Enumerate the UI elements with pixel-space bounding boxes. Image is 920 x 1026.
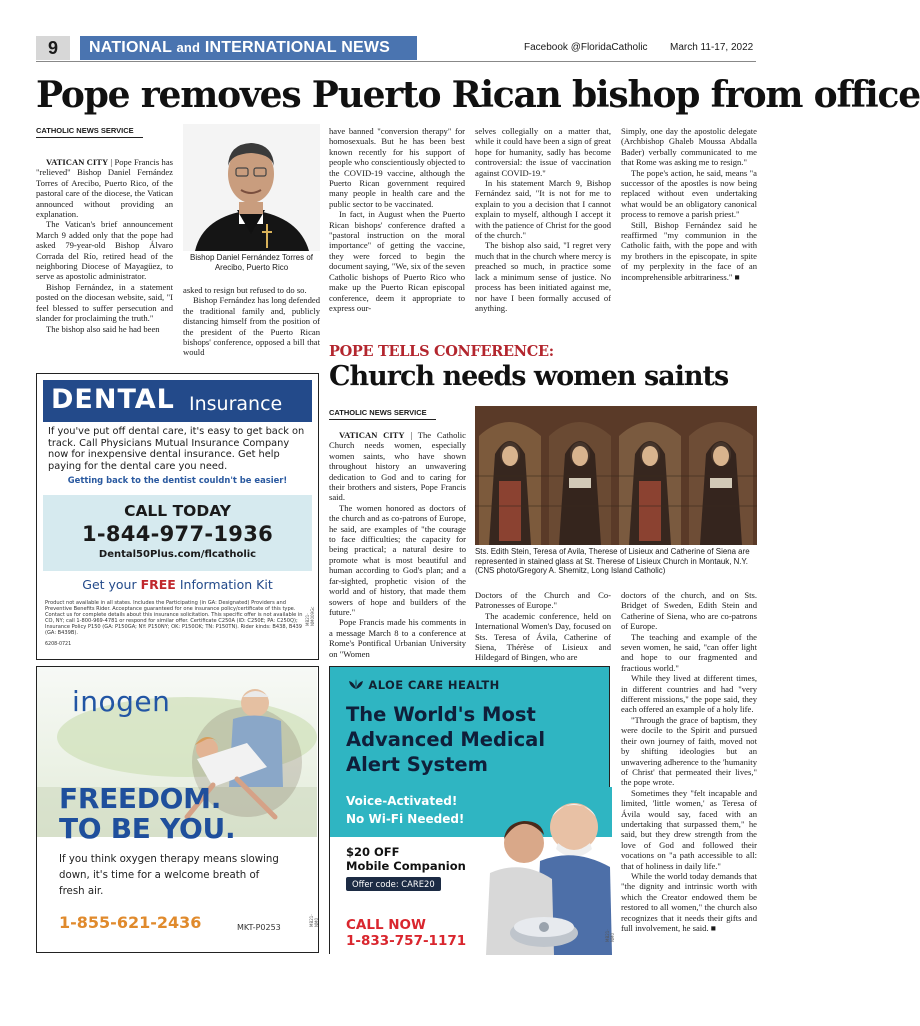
dental-ad-call-label: CALL TODAY — [124, 502, 231, 520]
article2-kicker: POPE TELLS CONFERENCE: — [329, 343, 554, 360]
article2-dateline: VATICAN CITY — [339, 430, 405, 440]
section-main: NATIONAL — [89, 39, 172, 56]
facebook-handle: Facebook @FloridaCatholic — [524, 42, 648, 53]
dental-ad-kit-post: Information Kit — [175, 577, 273, 592]
article2-paragraph: While they lived at different times, in different countries and had "very different missions," the pope said, they each offered an example of a holy life. — [621, 673, 757, 715]
stained-glass-caption: Sts. Edith Stein, Teresa of Avila, Therese of Lisieux and Catherine of Siena are represented in stained glass at St. Therese of Lisieux Church in Montauk, N.Y. (CNS photo/Gregory A. Shemitz, Long Island Catholic) — [475, 547, 750, 576]
article2-paragraph: Sometimes they "felt incapable and limited, 'little women,' as Teresa of Ávila would say, faced with an undertaking that surpassed them," he said, but they drew strength from the love of God and followed their vocations on "a path accessible to all: that of holiness in daily life." — [621, 787, 757, 871]
dental-ad-subtitle: Insurance — [189, 393, 283, 415]
article1-paragraph: Bishop Fernández, in a statement posted on the diocesan website, said, "I feel blessed to suffer persecution and slander for proclaiming the truth." — [36, 281, 173, 324]
article1-paragraph: asked to resign but refused to do so. — [183, 285, 307, 295]
article2-paragraph: doctors of the church, and on Sts. Bridget of Sweden, Edith Stein and Catherine of Siena, who are co-patrons of Europe. — [621, 590, 757, 632]
dental-ad-code: 6208-0721 — [45, 642, 72, 647]
article1-paragraph: The bishop also said he had been — [46, 323, 160, 334]
article1-paragraph: have banned "conversion therapy" for homosexuals. But he has been best known recently for his support of people who conscientiously objected to the COVID-19 vaccine, although the Puerto Rican government required many people in health care and the public sector to be vaccinated. — [329, 126, 465, 209]
article2-byline: CATHOLIC NEWS SERVICE — [329, 408, 436, 420]
header-rule — [36, 61, 756, 62]
article1-column-2 — [183, 285, 320, 358]
inogen-ad-headline-1: FREEDOM. — [59, 782, 222, 815]
bishop-photo-caption: Bishop Daniel Fernández Torres of Arecibo, Puerto Rico — [189, 253, 314, 272]
stained-glass-photo — [475, 406, 757, 545]
article1-dateline: VATICAN CITY — [46, 157, 109, 167]
aloe-ad-brand-text: ALOE CARE HEALTH — [368, 678, 500, 692]
aloe-ad-offer — [346, 845, 466, 873]
article2-paragraph: While the world today demands that "the dignity and intrinsic worth with which the Creator endowed them be restored to all women," the church also recognizes that it needs their gifts and full involvement, he said. ■ — [621, 870, 757, 933]
dental-ad-website[interactable]: Dental50Plus.com/flcatholic — [98, 549, 257, 560]
article1-paragraph: Still, Bishop Fernández said he reaffirmed "my communion in the Catholic faith, with the pope and with my brothers in the episcopate, in spite of my perplexity in the face of an incomprehensible arbitrariness." ■ — [621, 219, 757, 282]
aloe-ad-feature-2: No Wi-Fi Needed! — [346, 812, 465, 826]
article2-paragraph — [329, 430, 466, 503]
article2-column-2 — [475, 590, 611, 663]
dental-ad-intro: If you've put off dental care, it's easy to get back on track. Call Physicians Mutual Insurance Company now for inexpensive dental insurance. Get help paying for the dental care you need. — [48, 426, 305, 472]
article2-paragraph: Doctors of the Church and Co-Patronesses of Europe." — [475, 590, 611, 611]
dental-ad-tagline: Getting back to the dentist couldn't be easier! — [67, 475, 288, 485]
dental-ad-phone[interactable]: 1-844-977-1936 — [81, 522, 274, 546]
aloe-leaf-icon — [348, 679, 364, 690]
aloe-ad-offer-amount: $20 OFF — [346, 845, 400, 859]
inogen-ad-side-code: MB21-NM0 — [309, 914, 319, 927]
section-banner — [80, 36, 417, 60]
aloe-ad-headline: The World's Most Advanced Medical Alert System — [346, 703, 546, 776]
article1-byline: CATHOLIC NEWS SERVICE — [36, 126, 143, 138]
dental-ad-free-kit — [43, 577, 312, 592]
aloe-ad-photo — [482, 787, 612, 955]
inogen-logo: inogen — [72, 685, 171, 718]
article2-headline: Church needs women saints — [329, 361, 729, 392]
aloe-ad-features — [346, 792, 464, 828]
page-number: 9 — [36, 36, 70, 60]
dental-insurance-ad[interactable] — [36, 373, 319, 660]
dental-ad-fine-print: Product not available in all states. Includes the Participating (in GA: Designated) Providers and Preventive Benefits Rider. Acceptance guaranteed for one insurance policy/certificate of this type. Contact us for complete details about this insurance solicitation. This specific offer is not available in CO, NY; call 1-800-969-4781 or respond for similar offer. Certificate C250A (ID: C250E; PA: C250Q); Insurance Policy P150 (GA: P150GA; NY: P150NY; OK: P150OK; TN: P150TN). Rider kinds: B438, B439 (GA: B439B). — [45, 600, 303, 637]
article1-headline: Pope removes Puerto Rican bishop from office — [36, 74, 920, 116]
article1-paragraph: The Vatican's brief announcement March 9 added only that the pope had asked 79-year-old Bishop Álvaro Corrada del Río, retired head of the neighboring Diocese of Mayagüez, to serve as apostolic administrator. — [36, 219, 173, 282]
article1-column-3 — [329, 126, 465, 313]
article1-paragraph: Bishop Fernández has long defended the traditional family and, publicly distancing himself from the position of the president of the Puerto Rican bishops' conference, opposed a bill that would — [183, 295, 320, 358]
aloe-ad-side-code: MB21-NM0 — [605, 929, 615, 942]
dental-ad-call-box — [43, 495, 312, 571]
dental-ad-header — [43, 380, 312, 422]
article2-paragraph: The teaching and example of the seven women, he said, "can offer light and hope to our fragmented and fractious world." — [621, 631, 757, 673]
aloe-ad-phone[interactable]: 1-833-757-1171 — [346, 933, 467, 949]
bishop-photo — [183, 124, 320, 251]
article1-paragraph: The pope's action, he said, means "a successor of the apostles is now being replaced without even undertaking what would be an obligatory canonical process to remove a parish priest." — [621, 167, 757, 220]
aloe-ad-feature-1: Voice-Activated! — [346, 794, 458, 808]
inogen-ad-copy: If you think oxygen therapy means slowing down, it's time for a welcome breath of fresh air. — [59, 854, 279, 897]
article1-paragraph — [36, 157, 173, 219]
aloe-ad-call-label: CALL NOW — [346, 917, 426, 933]
section-and: and — [176, 40, 201, 55]
dental-ad-side-code: MB21-NM009Gc — [305, 606, 315, 626]
article2-paragraph: The academic conference, held on International Women's Day, focused on Sts. Teresa of Ávila, Catherine of Siena, Thérèse of Lisieux and Hildegard of Bingen, who are — [475, 610, 611, 663]
article1-paragraph: In fact, in August when the Puerto Rican bishops' conference drafted a "pastoral instruction on the moral importance" of getting the vaccine, they were forced to begin the document saying, "We, six of the seven Catholic bishops of Puerto Rico who make up the Puerto Rican episcopal conference, deem it appropriate to express our- — [329, 209, 465, 313]
aloe-care-ad[interactable] — [329, 666, 615, 954]
article2-column-3 — [621, 590, 757, 933]
article1-paragraph: The bishop also said, "I regret very much that in the church where mercy is preached so much, in practice some lack a minimum sense of justice. No process has been initiated against me, nor have I been formally accused of anything. — [475, 240, 611, 313]
aloe-ad-call — [346, 917, 466, 949]
inogen-ad-headline-2: TO BE YOU. — [59, 812, 236, 845]
article2-paragraph: The women honored as doctors of the church and as co-patrons of Europe, he said, are examples of "the courage to face difficulties; the capacity for being practical; a natural desire to promote what is most beautiful and human according to God's plan; and a far-sighted, prophetic vision of the world and of history, that made them sowers of hope and builders of the future." — [329, 502, 466, 617]
article2-paragraph: Pope Francis made his comments in a message March 8 to a conference at Rome's Pontifical Urbanian University on "Women — [329, 617, 466, 659]
dental-ad-kit-free: FREE — [140, 577, 176, 592]
article2-column-1 — [329, 408, 466, 659]
aloe-ad-offer-code: Offer code: CARE20 — [346, 877, 441, 891]
article2-lede: | The Catholic Church needs women, especially women saints, who have shown throughout history an unwavering dedication to God and to caring for their brothers and sisters, Pope Francis said. — [329, 430, 466, 503]
inogen-ad-code: MKT-P0253 — [237, 923, 281, 932]
aloe-ad-brand — [348, 678, 500, 692]
dental-ad-kit-pre: Get your — [82, 577, 141, 592]
inogen-ad[interactable] — [36, 666, 319, 953]
dental-ad-title: DENTAL — [51, 384, 175, 415]
article1-paragraph: selves collegially on a matter that, while it could have been a sign of great hope for humanity, sadly has become controversial: the issue of vaccination against COVID-19." — [475, 126, 611, 178]
article1-paragraph: Simply, one day the apostolic delegate (Archbishop Ghaleb Moussa Abdalla Bader) verbally communicated to me that Rome was asking me to resign." — [621, 126, 757, 168]
article1-column-1 — [36, 126, 173, 334]
article1-paragraph: In his statement March 9, Bishop Fernández said, "It is not for me to explain to you a decision that I cannot explain to myself, although I accept it with the patience of Christ for the good of the church." — [475, 178, 611, 241]
inogen-ad-phone[interactable]: 1-855-621-2436 — [59, 913, 202, 932]
article1-column-4 — [475, 126, 611, 313]
article2-paragraph: "Through the grace of baptism, they were docile to the Spirit and pursued their own journey of faith, moved not by shifting ideologies but an unwavering adherence to the 'humanity of Christ' that permeated their lives," the pope wrote. — [621, 714, 757, 788]
article1-lede: | Pope Francis has "relieved" Bishop Daniel Fernández Torres of Arecibo, Puerto Rico, of the pastoral care of the diocese, the Vatican announced without providing an explanation. — [36, 157, 173, 220]
issue-date: March 11-17, 2022 — [670, 42, 754, 53]
section-rest: INTERNATIONAL NEWS — [204, 39, 391, 56]
inogen-ad-headline — [59, 784, 235, 844]
aloe-ad-offer-product: Mobile Companion — [346, 859, 466, 873]
article1-column-5 — [621, 126, 757, 282]
